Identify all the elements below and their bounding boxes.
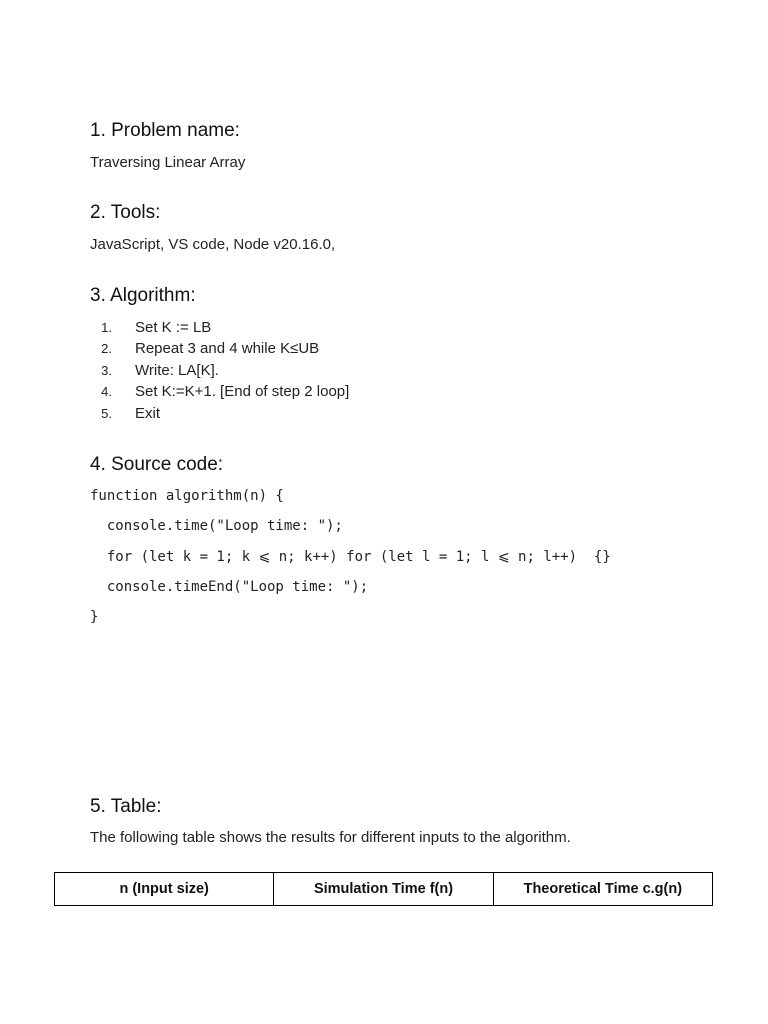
step-text: Repeat 3 and 4 while K≤UB bbox=[135, 340, 320, 358]
step-text: Exit bbox=[135, 404, 161, 422]
algorithm-step bbox=[90, 403, 490, 424]
source-code-line: console.time("Loop time: "); bbox=[90, 518, 343, 534]
algorithm-step bbox=[90, 317, 490, 338]
algorithm-step bbox=[90, 381, 490, 402]
step-number: 1. bbox=[101, 320, 112, 335]
algorithm-step bbox=[90, 360, 490, 381]
problem-name-heading: 1. Problem name: bbox=[90, 120, 240, 141]
problem-name-text: Traversing Linear Array bbox=[90, 154, 246, 171]
step-number: 4. bbox=[101, 384, 112, 400]
source-code-line: function algorithm(n) { bbox=[90, 488, 284, 504]
algorithm-heading: 3. Algorithm: bbox=[90, 285, 196, 306]
tools-text: JavaScript, VS code, Node v20.16.0, bbox=[90, 236, 336, 253]
source-code-line: } bbox=[90, 609, 99, 625]
source-code-heading: 4. Source code: bbox=[90, 454, 224, 475]
source-code-line: console.timeEnd("Loop time: "); bbox=[90, 579, 369, 595]
step-text: Write: LA[K]. bbox=[135, 361, 219, 379]
step-number: 2. bbox=[101, 341, 112, 357]
algorithm-step bbox=[90, 338, 490, 359]
step-text: Set K := LB bbox=[135, 319, 212, 336]
source-code-line: for (let k = 1; k ⩽ n; k++) for (let l = 1; l ⩽ n; l++) {} bbox=[90, 549, 611, 565]
step-text: Set K:=K+1. [End of step 2 loop] bbox=[135, 383, 350, 401]
column-header-input-size: n (Input size) bbox=[55, 873, 274, 906]
tools-heading: 2. Tools: bbox=[90, 202, 161, 223]
algorithm-steps-list bbox=[90, 317, 490, 424]
column-header-simulation-time: Simulation Time f(n) bbox=[274, 873, 493, 906]
table-intro-text: The following table shows the results for different inputs to the algorithm. bbox=[90, 829, 571, 846]
step-number: 3. bbox=[101, 362, 112, 378]
table-header-row bbox=[55, 873, 713, 906]
table-heading: 5. Table: bbox=[90, 796, 162, 817]
results-table bbox=[54, 872, 713, 906]
column-header-theoretical-time: Theoretical Time c.g(n) bbox=[493, 873, 712, 906]
step-number: 5. bbox=[101, 405, 112, 421]
